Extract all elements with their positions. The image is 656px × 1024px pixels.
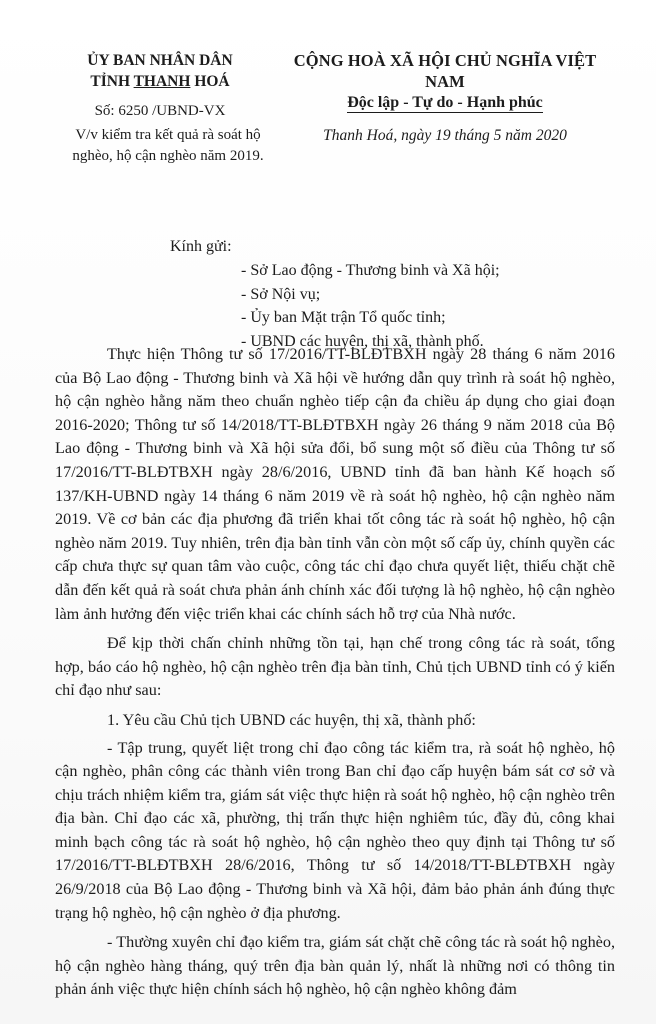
authority-name-line2-prefix: TỈNH: [90, 73, 134, 90]
document-subject: V/v kiểm tra kết quả rà soát hộ nghèo, hộ cận nghèo năm 2019.: [72, 127, 264, 164]
recipient-item: - Sở Nội vụ;: [241, 285, 321, 303]
directive-item: - Thường xuyên chỉ đạo kiểm tra, giám sát chặt chẽ công tác rà soát hộ nghèo, hộ cận nghèo hàng tháng, quý trên địa bàn quản lý, nhất là những nơi có thông tin phản ánh việc thực hiện chính sách hộ nghèo, hộ cận nghèo không đảm: [55, 933, 615, 999]
body-paragraph: Thực hiện Thông tư số 17/2016/TT-BLĐTBXH ngày 28 tháng 6 năm 2016 của Bộ Lao động - Thương binh và Xã hội về hướng dẫn quy trình rà soát hộ nghèo, hộ cận nghèo hằng năm theo chuẩn nghèo tiếp cận đa chiều áp dụng cho giai đoạn 2016-2020; Thông tư số 14/2018/TT-BLĐTBXH ngày 26 tháng 9 năm 2018 của Bộ Lao động - Thương binh và Xã hội sửa đổi, bổ sung một số điều của Thông tư số 17/2016/TT-BLĐTBXH ngày 28/6/2016, UBND tỉnh đã ban hành Kế hoạch số 137/KH-UBND ngày 14 tháng 6 năm 2019 về rà soát hộ nghèo, hộ cận nghèo năm 2019. Về cơ bản các địa phương đã triển khai tốt công tác rà soát hộ nghèo, hộ cận nghèo năm 2019. Tuy nhiên, trên địa bàn tỉnh vẫn còn một số cấp ủy, chính quyền các cấp chưa thực sự quan tâm vào cuộc, công tác chỉ đạo chưa quyết liệt, thiếu chặt chẽ dẫn đến kết quả rà soát chưa phản ánh chính xác đối tượng là hộ nghèo, hộ cận nghèo làm ảnh hưởng đến việc triển khai các chính sách hỗ trợ của Nhà nước.: [55, 345, 615, 623]
document-number: Số: 6250 /UBND-VX: [94, 103, 226, 119]
national-motto: [275, 92, 615, 114]
national-motto-text: Độc lập - Tự do - Hạnh phúc: [347, 94, 543, 111]
national-title: CỘNG HOÀ XÃ HỘI CHỦ NGHĨA VIỆT NAM: [293, 51, 597, 91]
authority-name-line2-suffix: HOÁ: [190, 73, 230, 90]
directive-heading: 1. Yêu cầu Chủ tịch UBND các huyện, thị xã, thành phố:: [107, 710, 476, 729]
place-and-date: Thanh Hoá, ngày 19 tháng 5 năm 2020: [323, 127, 567, 144]
recipient-item: - Ủy ban Mặt trận Tổ quốc tỉnh;: [241, 309, 446, 326]
recipient-item: - UBND các huyện, thị xã, thành phố.: [241, 332, 484, 350]
authority-name-line2: [60, 71, 260, 92]
national-title-block: [275, 50, 615, 146]
document-body: [55, 343, 615, 1008]
recipient-list: [241, 259, 500, 353]
authority-name-line1: ỦY BAN NHÂN DÂN: [87, 52, 233, 69]
salutation: Kính gửi:: [170, 238, 232, 255]
directive-item: - Tập trung, quyết liệt trong chỉ đạo công tác kiểm tra, rà soát hộ nghèo, hộ cận nghèo, phân công các thành viên trong Ban chỉ đạo cấp huyện bám sát cơ sở và chịu trách nhiệm kiểm tra, giám sát việc thực hiện rà soát hộ nghèo, hộ cận nghèo trên địa bàn. Chỉ đạo các xã, phường, thị trấn thực hiện nghiêm túc, đầy đủ, công khai minh bạch công tác rà soát hộ nghèo, hộ cận nghèo theo quy định tại Thông tư số 17/2016/TT-BLĐTBXH 28/6/2016, Thông tư số 14/2018/TT-BLĐTBXH ngày 26/9/2018 của Bộ Lao động - Thương binh và Xã hội, đảm bảo phản ánh đúng thực trạng hộ nghèo, hộ cận nghèo ở địa phương.: [55, 738, 615, 922]
authority-name-line2-underlined: THANH: [133, 73, 191, 90]
body-paragraph: Để kịp thời chấn chỉnh những tồn tại, hạn chế trong công tác rà soát, tổng hợp, báo cáo hộ nghèo, hộ cận nghèo trên địa bàn tỉnh, Chủ tịch UBND tỉnh có ý kiến chỉ đạo như sau:: [55, 634, 615, 700]
recipient-item: - Sở Lao động - Thương binh và Xã hội;: [241, 262, 500, 279]
